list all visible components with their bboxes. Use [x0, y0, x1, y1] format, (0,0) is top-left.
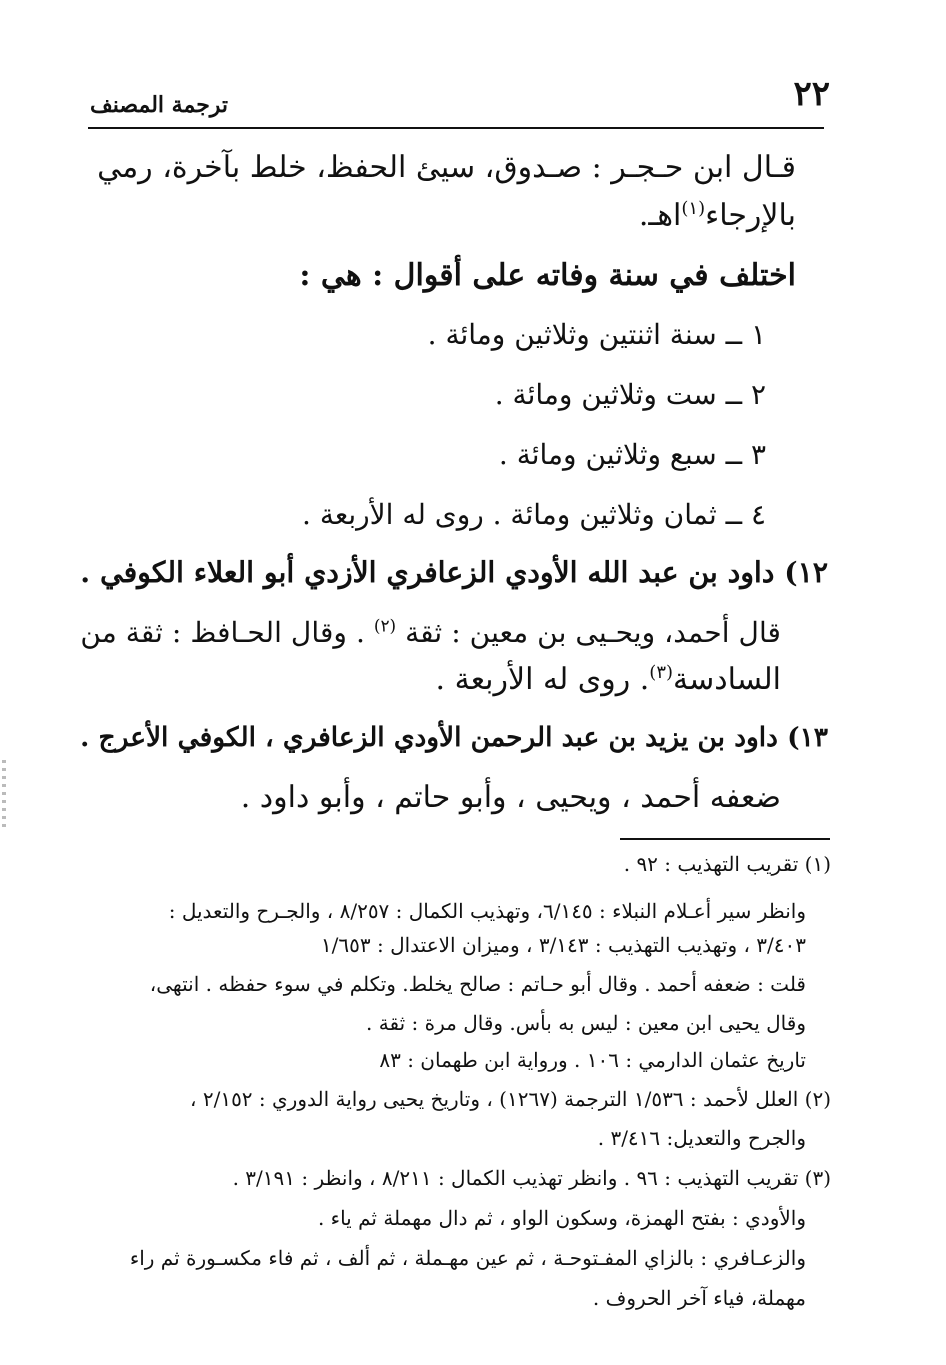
death-year-item: ٤ ــ ثمان وثلاثين ومائة . روى له الأربعة . — [302, 498, 766, 531]
death-heading: اختلف في سنة وفاته على أقوال : هي : — [299, 258, 796, 293]
footnote-line: مهملة، فياء آخر الحروف . — [592, 1286, 806, 1310]
header-rule — [88, 127, 824, 129]
footnote-line: (١) تقريب التهذيب : ٩٢ . — [623, 852, 831, 876]
footnote-line: قلت : ضعفه أحمد . وقال أبو حـاتم : صالح يخلط. وتكلم في سوء حفظه . انتهى، — [149, 972, 806, 996]
footnote-line: وقال يحيى ابن معين : ليس به بأس. وقال مرة : ثقة . — [366, 1011, 806, 1035]
entry-12-line-1-text: قال أحمد، ويحـيى بن معين : ثقة — [396, 616, 781, 649]
intro-line-2-text: بالإرجاء — [705, 198, 796, 233]
intro-line-2-end: اهـ. — [638, 198, 682, 233]
footnote-line: (٢) العلل لأحمد : ١/٥٣٦ الترجمة (١٢٦٧) ، وتاريخ يحيى رواية الدوري : ٢/١٥٢ ، — [190, 1087, 831, 1111]
footnote-rule — [620, 838, 830, 840]
footnote-ref-1: (١) — [681, 198, 706, 219]
footnote-ref-3: (٣) — [649, 662, 674, 683]
page-number: ٢٢ — [793, 74, 830, 114]
intro-line-2 — [639, 198, 796, 233]
footnote-line: والجرح والتعديل: ٣/٤١٦ . — [597, 1126, 806, 1150]
footnote-line: وانظر سير أعـلام النبلاء : ٦/١٤٥، وتهذيب الكمال : ٨/٢٥٧ ، والجـرح والتعديل : — [168, 899, 806, 923]
entry-12-line-2-end: . روى له الأربعة . — [435, 662, 650, 697]
footnote-line: ٣/٤٠٣ ، وتهذيب التهذيب : ٣/١٤٣ ، وميزان الاعتدال : ١/٦٥٣ — [320, 933, 806, 957]
footnote-line: تاريخ عثمان الدارمي : ١٠٦ . ورواية ابن طهمان : ٨٣ — [379, 1048, 806, 1072]
entry-12-line-1-end: . وقال الحـافظ : ثقة من — [80, 616, 374, 649]
footnote-line: (٣) تقريب التهذيب : ٩٦ . وانظر تهذيب الكمال : ٨/٢١١ ، وانظر : ٣/١٩١ . — [232, 1166, 831, 1190]
death-year-item: ٣ ــ سبع وثلاثين ومائة . — [498, 438, 766, 471]
footnote-ref-2: (٢) — [373, 615, 397, 636]
death-year-item: ٢ ــ ست وثلاثين ومائة . — [494, 378, 766, 411]
entry-12-line-2-text: السادسة — [673, 662, 781, 697]
running-title: ترجمة المصنف — [90, 92, 229, 118]
entry-13-line-1: ضعفه أحمد ، ويحيى ، وأبو حاتم ، وأبو داود . — [240, 780, 781, 815]
entry-12-line-2 — [436, 662, 781, 697]
scan-artifact — [2, 760, 6, 830]
footnote-line: والأودي : بفتح الهمزة، وسكون الواو ، ثم دال مهملة ثم ياء . — [317, 1206, 806, 1230]
entry-13-title: ١٣) داود بن يزيد بن عبد الرحمن الأودي الزعافري ، الكوفي الأعرج . — [80, 722, 828, 753]
entry-12-title: ١٢) داود بن عبد الله الأودي الزعافري الأزدي أبو العلاء الكوفي . — [80, 555, 828, 589]
footnote-line: والزعـافري : بالزاي المفـتوحـة ، ثم عين مهـملة ، ثم ألف ، ثم فاء مكسـورة ثم راء — [129, 1246, 806, 1270]
death-year-item: ١ ــ سنة اثنتين وثلاثين ومائة . — [427, 318, 766, 351]
intro-line-1: قـال ابن حـجـر : صـدوق، سيئ الحفظ، خلط بآخرة، رمي — [97, 150, 796, 185]
entry-12-line-1 — [80, 616, 781, 649]
